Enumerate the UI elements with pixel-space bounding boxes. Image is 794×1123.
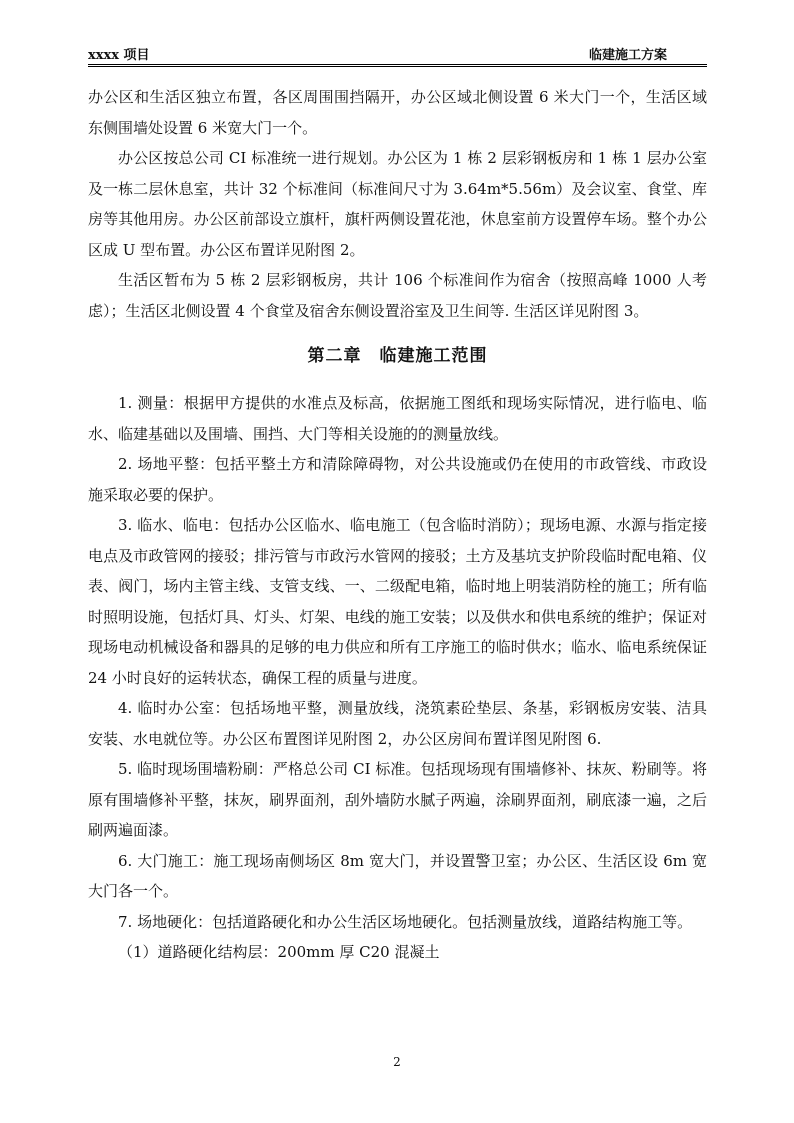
header-project-name: xxxx 项目 — [88, 48, 150, 63]
paragraph-item-7: 7. 场地硬化：包括道路硬化和办公生活区场地硬化。包括测量放线，道路结构施工等。 — [118, 912, 693, 931]
paragraph-layout-intro: 办公区和生活区独立布置，各区周围围挡隔开，办公区域北侧设置 6 米大门一个，生活区域东侧围墙处设置 6 米宽大门一个。 — [88, 88, 707, 137]
page-number: 2 — [393, 1055, 401, 1069]
header-document-title: 临建施工方案 — [588, 48, 667, 63]
paragraph-living-area: 生活区暂布为 5 栋 2 层彩钢板房，共计 106 个标准间作为宿舍（按照高峰 1000 人考虑）；生活区北侧设置 4 个食堂及宿舍东侧设置浴室及卫生间等. 生活区详见附图 3。 — [88, 271, 707, 320]
paragraph-item-1: 1. 测量：根据甲方提供的水准点及标高，依据施工图纸和现场实际情况，进行临电、临水、临建基础以及围墙、围挡、大门等相关设施的的测量放线。 — [88, 394, 707, 443]
page-header — [88, 42, 707, 67]
paragraph-item-2: 2. 场地平整：包括平整土方和清除障碍物，对公共设施或仍在使用的市政管线、市政设施采取必要的保护。 — [88, 455, 707, 504]
paragraph-item-5: 5. 临时现场围墙粉刷：严格总公司 CI 标准。包括现场现有围墙修补、抹灰、粉刷等。将原有围墙修补平整，抹灰，刷界面剂，刮外墙防水腻子两遍，涂刷界面剂，刷底漆一遍，之后刷两遍面漆。 — [88, 760, 707, 839]
paragraph-item-4: 4. 临时办公室：包括场地平整，测量放线，浇筑素砼垫层、条基，彩钢板房安装、洁具安装、水电就位等。办公区布置图详见附图 2，办公区房间布置详图见附图 6. — [88, 699, 707, 748]
paragraph-office-area: 办公区按总公司 CI 标准统一进行规划。办公区为 1 栋 2 层彩钢板房和 1 栋 1 层办公室及一栋二层休息室，共计 32 个标准间（标准间尺寸为 3.64m*5.56m）及会议室、食堂、库房等其他用房。办公区前部设立旗杆，旗杆两侧设置花池，休息室前方设置停车场。整个办公区成 U 型布置。办公区布置详见附图 2。 — [88, 149, 707, 259]
paragraph-subitem-1: （1）道路硬化结构层：200mm 厚 C20 混凝土 — [118, 943, 440, 961]
paragraph-item-3: 3. 临水、临电：包括办公区临水、临电施工（包含临时消防）；现场电源、水源与指定接电点及市政管网的接驳；排污管与市政污水管网的接驳；土方及基坑支护阶段临时配电箱、仪表、阀门，场内主管主线、支管支线、一、二级配电箱，临时地上明装消防栓的施工；所有临时照明设施，包括灯具、灯头、灯架、电线的施工安装；以及供水和供电系统的维护；保证对现场电动机械设备和器具的足够的电力供应和所有工序施工的临时供水；临水、临电系统保证 24 小时良好的运转状态，确保工程的质量与进度。 — [88, 516, 707, 687]
paragraph-item-6: 6. 大门施工：施工现场南侧场区 8m 宽大门，并设置警卫室；办公区、生活区设 6m 宽大门各一个。 — [88, 851, 707, 900]
chapter-title: 第二章 临建施工范围 — [307, 346, 488, 366]
page-body — [88, 82, 707, 968]
